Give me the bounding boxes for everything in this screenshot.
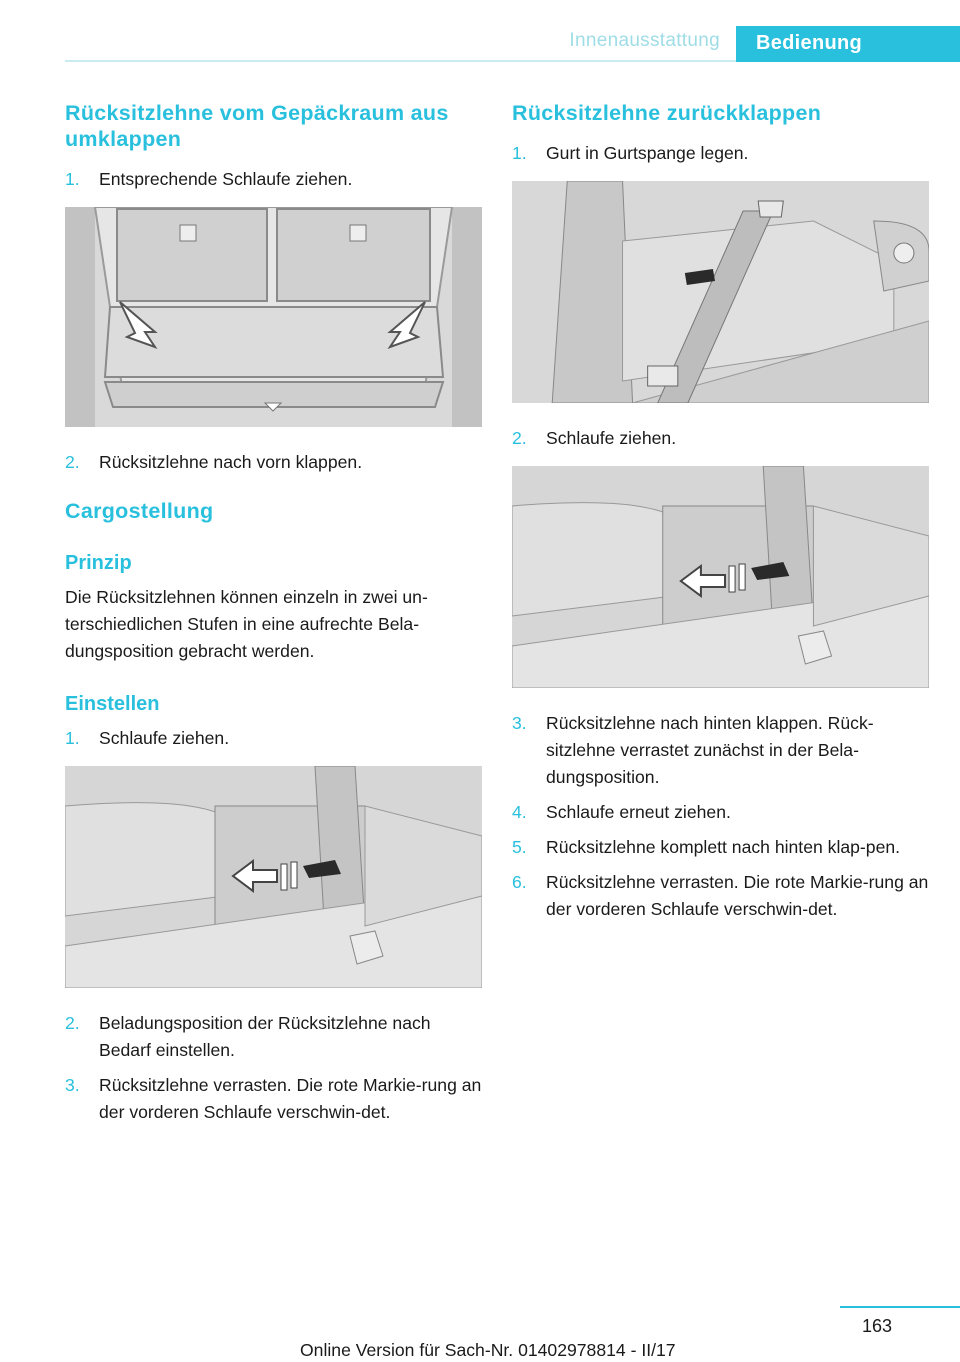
trunk-illustration [65,207,482,427]
page-number: 163 [862,1316,893,1336]
left-column [65,100,482,1134]
subheading-adjust: Einstellen [65,693,160,715]
list-item: 2. Rücksitzlehne nach vorn klappen. [65,452,363,472]
list-item: 1. Entsprechende Schlaufe ziehen. [65,169,353,189]
list-item: 4. Schlaufe erneut ziehen. [512,802,731,822]
right-column [512,100,929,931]
subheading-principle: Prinzip [65,552,132,574]
list-item: 2. Beladungsposition der Rücksitzlehne nach Bedarf einstellen. [65,1013,431,1060]
header-section-title: Innenausstattung [569,30,720,51]
list-item: 1. Schlaufe ziehen. [65,728,230,748]
list-item: 3. Rücksitzlehne verrasten. Die rote Markie-rung an der vorderen Schlaufe verschwin-det. [65,1075,482,1122]
heading-fold-from-trunk: Rücksitzlehne vom Gepäckraum aus umklappen [65,101,449,151]
page-number-rule [840,1306,960,1308]
heading-fold-back: Rücksitzlehne zurückklappen [512,101,822,125]
seat-loop-illustration [65,766,482,988]
list-item: 2. Schlaufe ziehen. [512,428,677,448]
list-item: 1. Gurt in Gurtspange legen. [512,143,749,163]
belt-illustration [512,181,929,403]
footer-note: Online Version für Sach-Nr. 01402978814 - II/17 [300,1340,676,1360]
header-rule [65,60,736,62]
list-item: 5. Rücksitzlehne komplett nach hinten klap-pen. [512,837,901,857]
cargo-section [65,498,482,1126]
seat-loop-illustration-2 [512,466,929,688]
list-item: 3. Rücksitzlehne nach hinten klappen. Rück-sitzlehne verrastet zunächst in der Bela-dungsposition. [512,713,874,787]
principle-paragraph: Die Rücksitzlehnen können einzeln in zwei un-terschiedlichen Stufen in eine aufrechte Bela-dungsposition gebracht werden. [65,587,428,661]
header-bar [0,0,736,58]
heading-cargo-position: Cargostellung [65,499,214,523]
chapter-tab: Bedienung [736,26,960,62]
list-item: 6. Rücksitzlehne verrasten. Die rote Markie-rung an der vorderen Schlaufe verschwin-det. [512,872,929,919]
